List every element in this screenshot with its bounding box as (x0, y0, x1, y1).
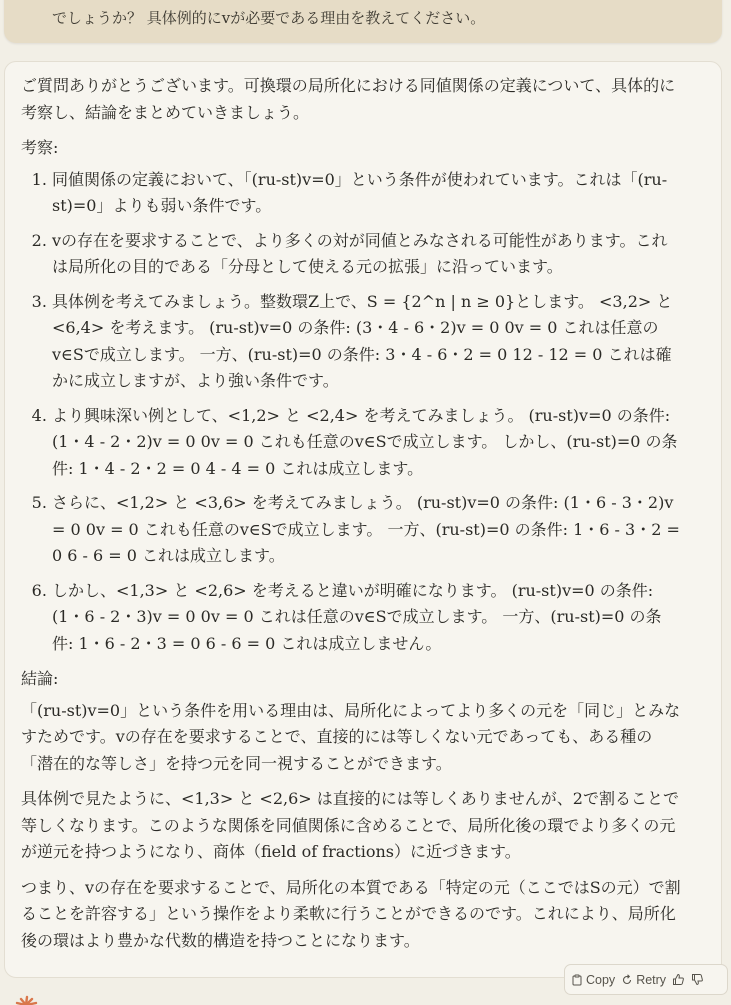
list-item: 6. しかし、<1,3> と <2,6> を考えると違いが明確になります。 (ru-st)v=0 の条件: (1・6 - 2・3)v = 0 0v = 0 これは任意のv∈Sで成立します。 一方、(ru-st)=0 の条件: 1・6 - 2・3 = 0 6 - 6 = 0 これは成立しません。 (52, 578, 681, 658)
list-item: 5. さらに、<1,2> と <3,6> を考えてみましょう。 (ru-st)v=0 の条件: (1・6 - 3・2)v = 0 0v = 0 これも任意のv∈Sで成立します。 一方、(ru-st)=0 の条件: 1・6 - 3・2 = 0 6 - 6 = 0 これは成立します。 (52, 490, 681, 570)
message-actions (564, 964, 728, 995)
user-message (4, 0, 722, 43)
thumbs-down-button[interactable] (691, 973, 704, 986)
copy-label: Copy (586, 972, 616, 987)
user-message-line: でしょうか？ 具体例的にvが必要である理由を教えてください。 (52, 9, 486, 27)
thumbs-down-icon (691, 973, 704, 986)
consider-label: 考察: (21, 138, 59, 157)
thumbs-up-icon (672, 973, 685, 986)
message-content (21, 73, 681, 963)
retry-button[interactable] (621, 973, 666, 987)
intro-paragraph: ご質問ありがとうございます。可換環の局所化における同値関係の定義について、具体的に考察し、結論をまとめていきましょう。 (21, 76, 676, 122)
thumbs-up-button[interactable] (672, 973, 685, 986)
assistant-logo-icon (12, 993, 42, 1005)
retry-label: Retry (636, 972, 667, 987)
retry-icon (621, 974, 633, 986)
list-item: 4. より興味深い例として、<1,2> と <2,4> を考えてみましょう。 (ru-st)v=0 の条件: (1・4 - 2・2)v = 0 0v = 0 これも任意のv∈Sで成立します。 しかし、(ru-st)=0 の条件: 1・4 - 2・2 = 0 4 - 4 = 0 これは成立します。 (52, 403, 681, 483)
conclusion-paragraph: つまり、vの存在を要求することで、局所化の本質である「特定の元（ここではSの元）で割ることを許容する」という操作をより柔軟に行うことができるのです。これにより、局所化後の環はより豊かな代数的構造を持つことになります。 (21, 877, 681, 950)
list-item: 2. vの存在を要求することで、より多くの対が同値とみなされる可能性があります。これは局所化の目的である「分母として使える元の拡張」に沿っています。 (52, 228, 681, 281)
copy-button[interactable] (571, 973, 615, 987)
conclusion-paragraph: 具体例で見たように、<1,3> と <2,6> は直接的には等しくありませんが、2で割ることで等しくなります。このような関係を同値関係に含めることで、局所化後の環でより多くの元が逆元を持つようになり、商体（field of fractions）に近づきます。 (21, 789, 679, 861)
list-item: 1. 同値関係の定義において、「(ru-st)v=0」という条件が使われています。これは「(ru-st)=0」よりも弱い条件です。 (52, 167, 681, 220)
conclusion-paragraph: 「(ru-st)v=0」という条件を用いる理由は、局所化によってより多くの元を「同じ」とみなすためです。vの存在を要求することで、直接的には等しくない元であっても、ある種の「潜在的な等しさ」を持つ元を同一視することができます。 (21, 700, 681, 773)
list-item: 3. 具体例を考えてみましょう。整数環Z上で、S = {2^n | n ≥ 0}とします。 <3,2> と <6,4> を考えます。 (ru-st)v=0 の条件: (3・4 - 6・2)v = 0 0v = 0 これは任意のv∈Sで成立します。 一方、(ru-st)=0 の条件: 3・4 - 6・2 = 0 12 - 12 = 0 これは確かに成立しますが、より強い条件です。 (52, 289, 681, 395)
conclusion-label: 結論: (21, 669, 59, 688)
assistant-message (4, 61, 722, 978)
clipboard-icon (571, 974, 583, 986)
consider-list (21, 167, 681, 658)
